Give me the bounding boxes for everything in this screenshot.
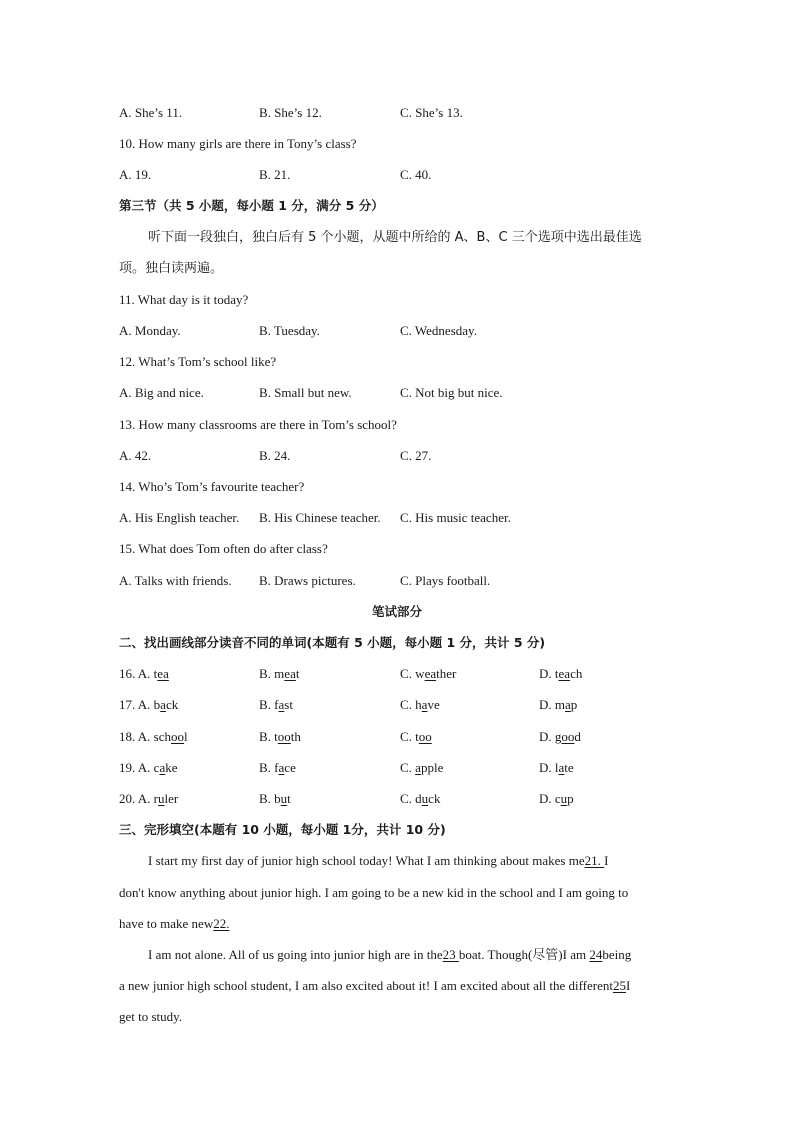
section3-instruction-line1: 听下面一段独白，独白后有 5 个小题，从题中所给的 A、B、C 三个选项中选出最佳选 <box>148 230 642 245</box>
word-suffix: ve <box>427 697 440 712</box>
word-suffix: st <box>284 697 293 712</box>
q10-question: 10. How many girls are there in Tony’s class? <box>119 136 357 151</box>
underlined-sound: ea <box>284 666 296 681</box>
blank-24: 24 <box>589 947 603 962</box>
underlined-sound: oo <box>171 729 185 744</box>
q11-option-b: B. Tuesday. <box>259 323 320 338</box>
underlined-sound: u <box>421 791 429 806</box>
underlined-sound: u <box>560 791 568 806</box>
underlined-sound: oo <box>418 729 432 744</box>
word-suffix: te <box>564 760 574 775</box>
q13-option-b: B. 24. <box>259 448 291 463</box>
option-label: B. <box>259 666 275 681</box>
passage-text: I am not alone. All of us going into junior high are in the <box>148 947 443 962</box>
underlined-sound: ea <box>558 666 571 681</box>
passage-text: I <box>604 853 609 868</box>
option-label: C. <box>400 729 416 744</box>
word-suffix: ch <box>570 666 583 681</box>
underlined-sound: a <box>558 760 565 775</box>
word-suffix: pple <box>420 760 444 775</box>
word-prefix: t <box>554 666 559 681</box>
blank-23: 23 <box>442 947 459 962</box>
phonics-q20-option-a <box>119 791 178 807</box>
blank-25: 25 <box>612 978 626 993</box>
q9-option-c: C. She’s 13. <box>400 105 463 120</box>
word-suffix: th <box>290 729 301 744</box>
section3-title: 第三节（共 5 小题，每小题 1 分，满分 5 分） <box>119 198 384 213</box>
q11-question: 11. What day is it today? <box>119 292 249 307</box>
option-label: D. <box>539 666 555 681</box>
q13-option-a: A. 42. <box>119 448 152 463</box>
word-prefix: m <box>274 666 285 681</box>
q14-option-b: B. His Chinese teacher. <box>259 510 381 525</box>
q10-option-b: B. 21. <box>259 167 291 182</box>
part3-title: 三、完形填空(本题有 10 小题，每小题 1分，共计 10 分) <box>119 822 446 837</box>
q12-question: 12. What’s Tom’s school like? <box>119 354 277 369</box>
option-label: C. <box>400 760 416 775</box>
underlined-sound: ea <box>157 666 169 681</box>
underlined-sound: a <box>421 697 428 712</box>
passage-text: boat. Though(尽管)I am <box>458 947 590 962</box>
underlined-sound: a <box>159 760 166 775</box>
underlined-sound: u <box>158 791 165 806</box>
passage-p1-line1 <box>119 853 675 869</box>
phonics-q17-option-d <box>539 697 577 713</box>
phonics-q16-option-b <box>259 666 299 682</box>
q13-option-c: C. 27. <box>400 448 432 463</box>
word-prefix: t <box>274 729 278 744</box>
blank-21: 21. <box>584 853 605 868</box>
phonics-q18-option-b <box>259 729 301 745</box>
option-label: 18. A. <box>119 729 154 744</box>
phonics-q17-option-a <box>119 697 178 713</box>
q14-option-c: C. His music teacher. <box>400 510 511 525</box>
phonics-q16-option-c <box>400 666 456 682</box>
q10-option-a: A. 19. <box>119 167 152 182</box>
phonics-q19-option-d <box>539 760 574 776</box>
option-label: B. <box>259 760 275 775</box>
option-label: D. <box>539 697 555 712</box>
q11-option-c: C. Wednesday. <box>400 323 477 338</box>
passage-text: being <box>602 947 632 962</box>
word-prefix: c <box>554 791 561 806</box>
underlined-sound: a <box>278 697 285 712</box>
q9-option-b: B. She’s 12. <box>259 105 322 120</box>
word-prefix: d <box>415 791 422 806</box>
passage-p2-line1 <box>119 947 675 963</box>
option-label: D. <box>539 729 555 744</box>
part2-title: 二、找出画线部分读音不同的单词(本题有 5 小题，每小题 1 分，共计 5 分) <box>119 635 546 650</box>
word-suffix: ke <box>165 760 178 775</box>
word-suffix: ler <box>164 791 179 806</box>
word-prefix: r <box>153 791 159 806</box>
passage-p1-line3 <box>119 916 675 932</box>
word-suffix: p <box>567 791 574 806</box>
passage-text: I start my first day of junior high school today! What I am thinking about makes me <box>148 853 585 868</box>
underlined-sound: a <box>415 760 421 775</box>
phonics-q16-option-a <box>119 666 169 682</box>
option-label: 17. A. <box>119 697 154 712</box>
passage-p2-line3: get to study. <box>119 1009 183 1024</box>
q13-question: 13. How many classrooms are there in Tom’s school? <box>119 417 397 432</box>
word-suffix: t <box>287 791 291 806</box>
q12-option-b: B. Small but new. <box>259 385 352 400</box>
section3-instruction-line2: 项。独白读两遍。 <box>119 261 224 276</box>
option-label: D. <box>539 791 555 806</box>
underlined-sound: u <box>280 791 288 806</box>
phonics-q20-option-c <box>400 791 440 807</box>
q15-option-a: A. Talks with friends. <box>119 573 232 588</box>
word-prefix: l <box>554 760 559 775</box>
option-label: B. <box>259 791 275 806</box>
word-prefix: w <box>415 666 425 681</box>
q10-option-c: C. 40. <box>400 167 432 182</box>
phonics-q17-option-c <box>400 697 440 713</box>
word-prefix: t <box>153 666 158 681</box>
word-suffix: ce <box>284 760 296 775</box>
phonics-q18-option-c <box>400 729 432 745</box>
option-label: C. <box>400 666 416 681</box>
option-label: C. <box>400 791 416 806</box>
q12-option-a: A. Big and nice. <box>119 385 204 400</box>
word-suffix: ck <box>428 791 441 806</box>
option-label: 20. A. <box>119 791 154 806</box>
word-suffix: ck <box>165 697 179 712</box>
written-part-title: 笔试部分 <box>371 604 422 619</box>
option-label: B. <box>259 729 275 744</box>
passage-text: I <box>625 978 631 993</box>
phonics-q18-option-a <box>119 729 188 745</box>
underlined-sound: oo <box>277 729 291 744</box>
q14-question: 14. Who’s Tom’s favourite teacher? <box>119 479 305 494</box>
underlined-sound: a <box>278 760 285 775</box>
q9-option-a: A. She’s 11. <box>119 105 183 120</box>
option-label: 16. A. <box>119 666 154 681</box>
option-label: 19. A. <box>119 760 154 775</box>
q12-option-c: C. Not big but nice. <box>400 385 503 400</box>
word-suffix: p <box>570 697 578 712</box>
q15-question: 15. What does Tom often do after class? <box>119 541 328 556</box>
passage-p2-line2 <box>119 978 675 994</box>
word-prefix: m <box>554 697 566 712</box>
passage-p1-line2: don't know anything about junior high. I am going to be a new kid in the school and I am going to <box>119 885 629 900</box>
word-prefix: f <box>274 760 279 775</box>
underlined-sound: oo <box>561 729 575 744</box>
word-prefix: b <box>153 697 161 712</box>
phonics-q19-option-a <box>119 760 178 776</box>
blank-22: 22. <box>213 916 230 931</box>
underlined-sound: ea <box>424 666 437 681</box>
word-prefix: g <box>554 729 562 744</box>
word-prefix: c <box>153 760 160 775</box>
passage-text: a new junior high school student, I am also excited about it! I am excited about all the different <box>119 978 613 993</box>
phonics-q17-option-b <box>259 697 293 713</box>
q15-option-c: C. Plays football. <box>400 573 491 588</box>
word-prefix: h <box>415 697 422 712</box>
phonics-q18-option-d <box>539 729 581 745</box>
word-suffix: t <box>295 666 300 681</box>
word-prefix: sch <box>153 729 172 744</box>
phonics-q20-option-b <box>259 791 291 807</box>
word-suffix: l <box>184 729 188 744</box>
phonics-q16-option-d <box>539 666 582 682</box>
phonics-q19-option-c <box>400 760 443 776</box>
underlined-sound: a <box>160 697 166 712</box>
q11-option-a: A. Monday. <box>119 323 181 338</box>
word-suffix: d <box>574 729 581 744</box>
word-prefix: f <box>274 697 279 712</box>
word-suffix: ther <box>436 666 457 681</box>
q15-option-b: B. Draws pictures. <box>259 573 356 588</box>
option-label: D. <box>539 760 555 775</box>
option-label: C. <box>400 697 416 712</box>
phonics-q19-option-b <box>259 760 296 776</box>
phonics-q20-option-d <box>539 791 574 807</box>
underlined-sound: a <box>565 697 571 712</box>
option-label: B. <box>259 697 275 712</box>
word-prefix: t <box>415 729 419 744</box>
q14-option-a: A. His English teacher. <box>119 510 240 525</box>
passage-text: have to make new <box>119 916 214 931</box>
word-prefix: b <box>274 791 281 806</box>
